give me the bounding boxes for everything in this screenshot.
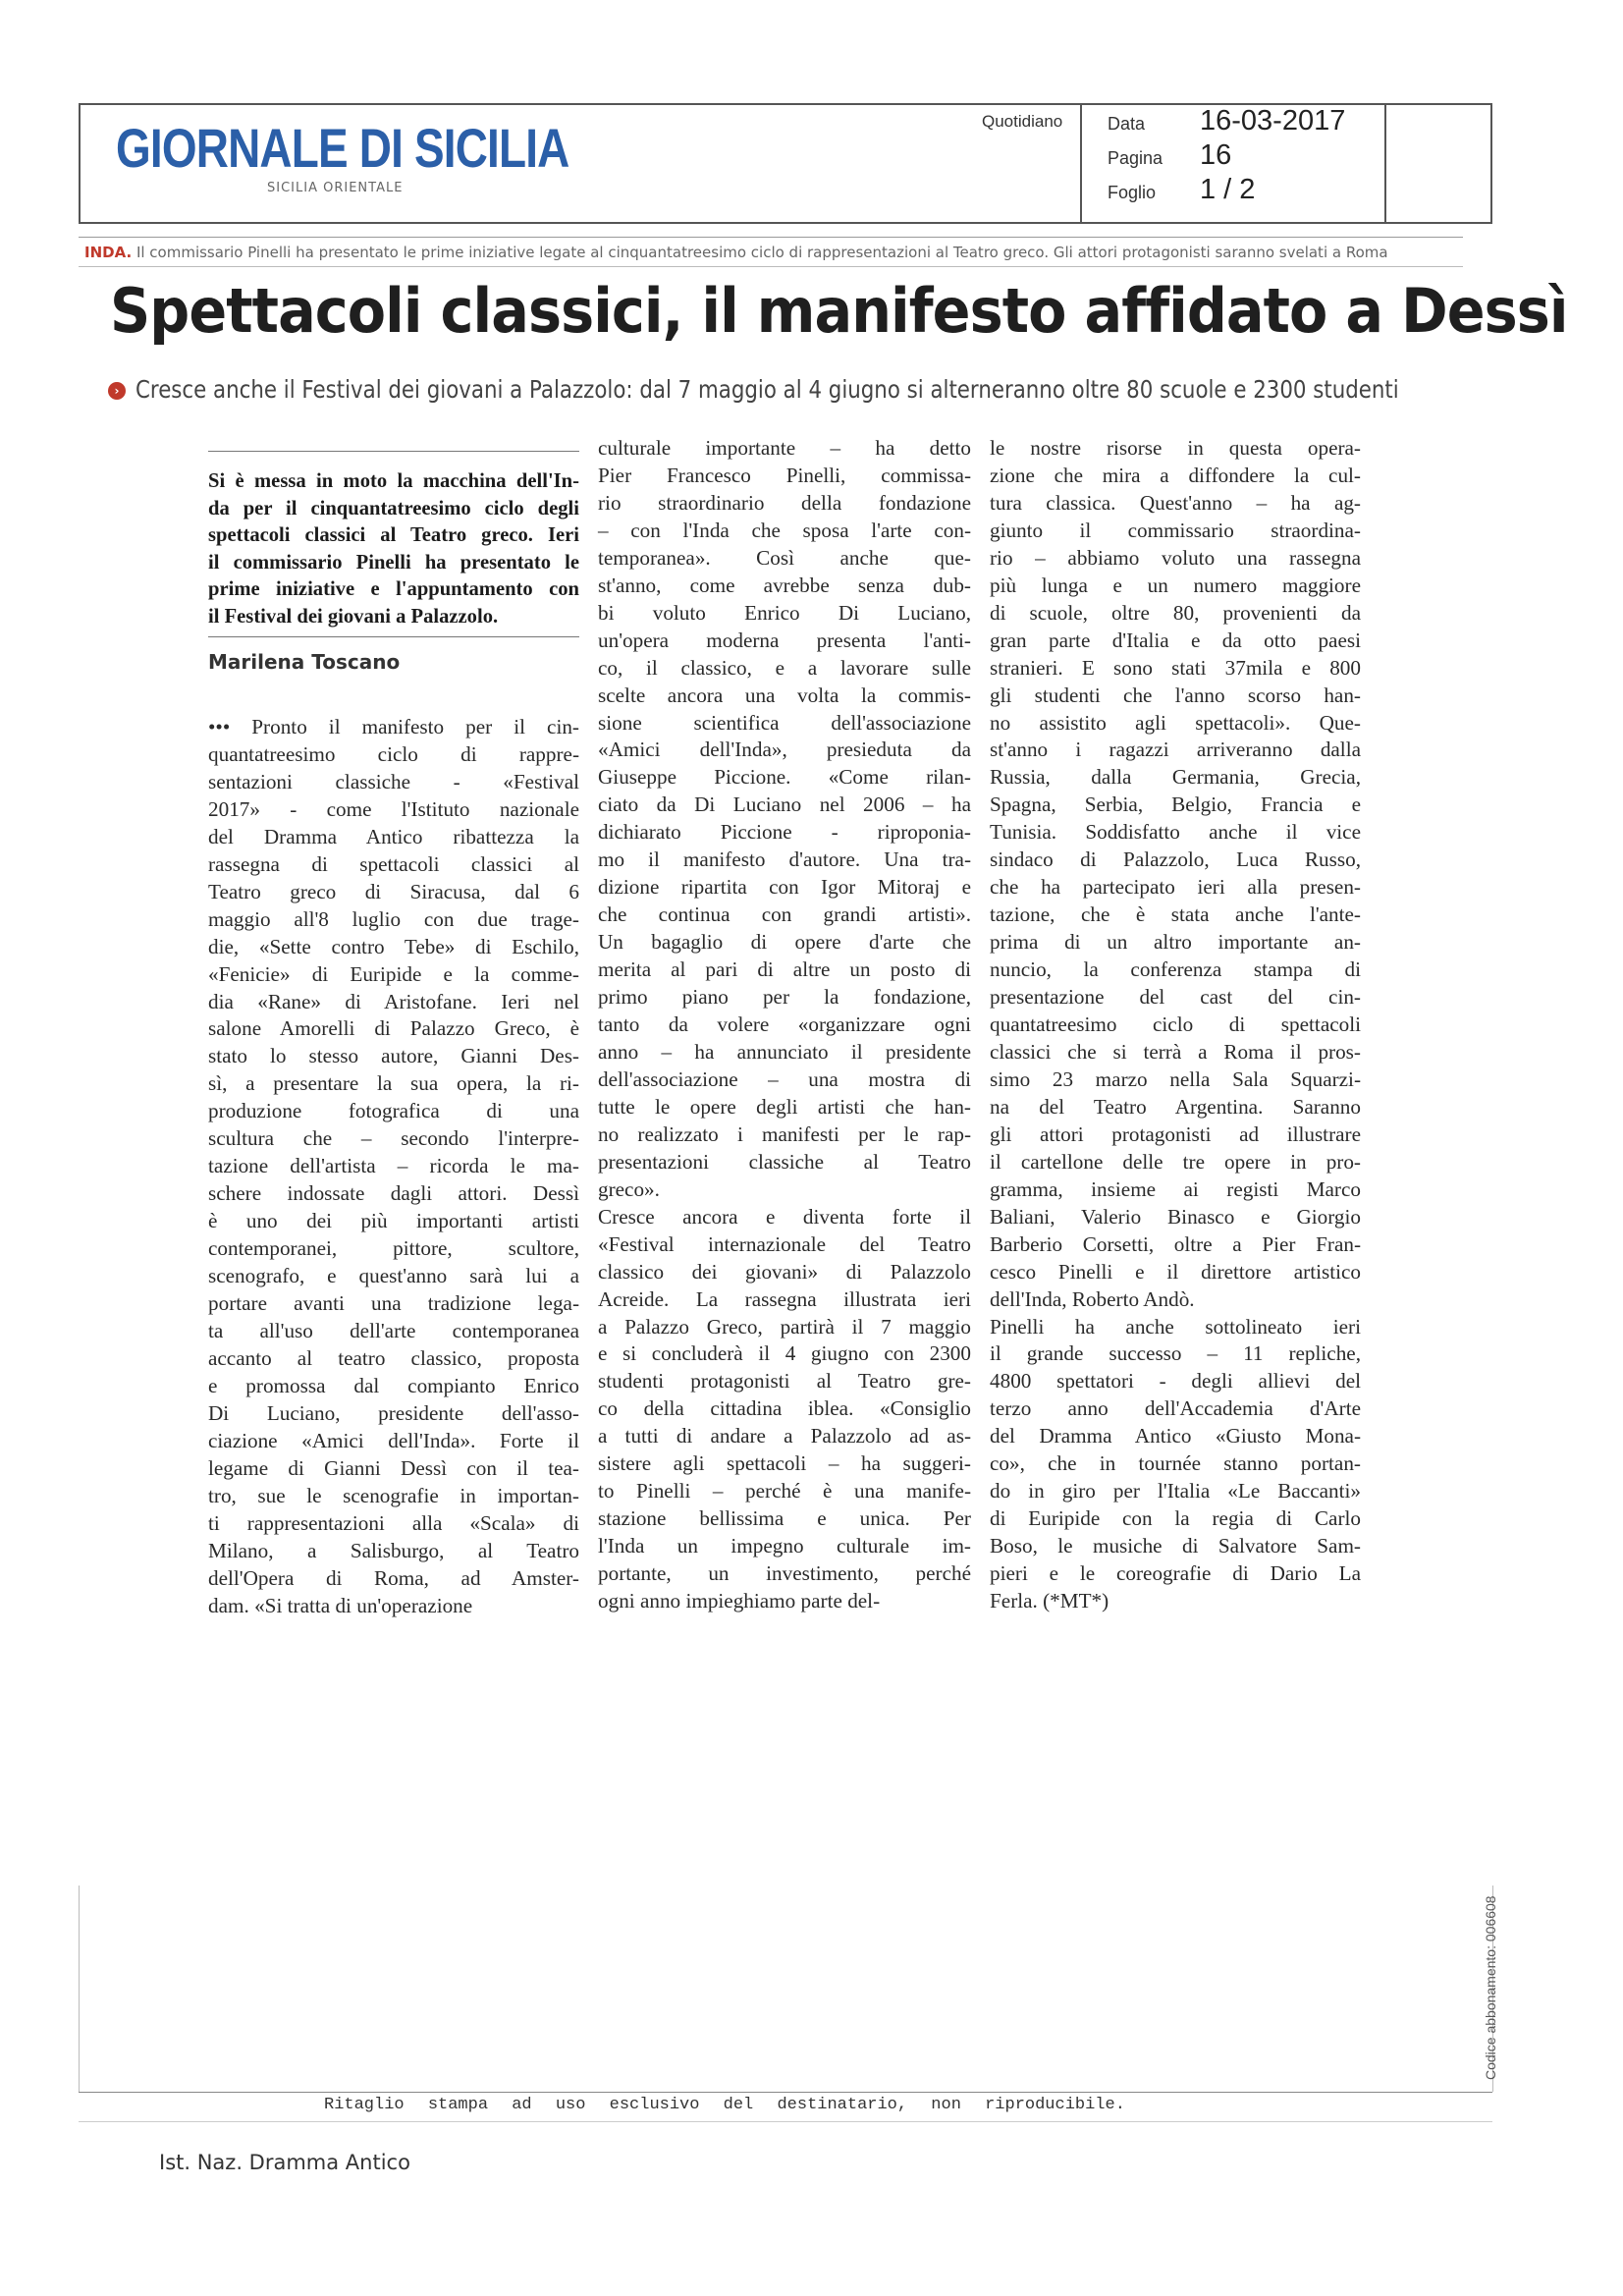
header-divider: [1384, 103, 1386, 224]
text-line: salone Amorelli di Palazzo Greco, è: [208, 1016, 579, 1041]
rule: [79, 237, 1463, 238]
text-line: prima di un altro importante an-: [990, 930, 1361, 955]
text-line: Un bagaglio di opere d'arte che: [598, 930, 971, 955]
text-line: il cartellone delle tre opere in pro-: [990, 1149, 1361, 1174]
text-line: merita al pari di altre un posto di: [598, 957, 971, 982]
text-line: «Fenicie» di Euripide e la comme-: [208, 961, 579, 986]
text-line: zione che mira a diffondere la cul-: [990, 463, 1361, 487]
text-line: quantatreesimo ciclo di rappre-: [208, 741, 579, 766]
text-line: Milano, a Salisburgo, al Teatro: [208, 1538, 579, 1562]
text-line: stato lo stesso autore, Gianni Des-: [208, 1044, 579, 1068]
text-line: – con l'Inda che sposa l'arte con-: [598, 518, 971, 542]
article-column-1: [208, 714, 579, 1619]
byline: Marilena Toscano: [208, 650, 401, 674]
text-line: gran parte d'Italia e da otto paesi: [990, 628, 1361, 652]
text-line: bi voluto Enrico Di Luciano,: [598, 600, 971, 625]
text-line: gli studenti che l'anno scorso han-: [990, 683, 1361, 707]
text-line: Teatro greco di Siracusa, dal 6: [208, 879, 579, 903]
headline: Spettacoli classici, il manifesto affidato a Dessì: [110, 275, 1568, 347]
text-line: tutte le opere degli artisti che han-: [598, 1094, 971, 1119]
lead-line: prime iniziative e l'appuntamento con: [208, 578, 579, 601]
sheet-label: Foglio: [1108, 183, 1157, 202]
text-line: sindaco di Palazzolo, Luca Russo,: [990, 847, 1361, 872]
kicker-label: INDA.: [84, 244, 133, 261]
text-line: portare avanti una tradizione lega-: [208, 1291, 579, 1316]
page-label: Pagina: [1108, 148, 1163, 168]
text-line: maggio all'8 luglio con due trage-: [208, 906, 579, 931]
text-line: portante, un investimento, perché: [598, 1561, 971, 1586]
article-column-2: [598, 435, 971, 1615]
rule: [79, 1886, 80, 2092]
rule: [79, 266, 1463, 267]
text-line: nuncio, la conferenza stampa di: [990, 957, 1361, 982]
text-line: scultura che – secondo l'interpre-: [208, 1126, 579, 1151]
text-line: ta all'uso dell'arte contemporanea: [208, 1318, 579, 1342]
text-line: die, «Sette contro Tebe» di Eschilo,: [208, 934, 579, 958]
text-line: cesco Pinelli e il direttore artistico: [990, 1259, 1361, 1284]
text-line: tro, sue le scenografie in importan-: [208, 1483, 579, 1507]
masthead-edition: SICILIA ORIENTALE: [267, 181, 404, 195]
text-line: Cresce ancora e diventa forte il: [598, 1204, 971, 1229]
text-line: dam. «Si tratta di un'operazione: [208, 1593, 473, 1617]
text-line: studenti protagonisti al Teatro gre-: [598, 1369, 971, 1394]
text-line: tazione, che è stata anche l'ante-: [990, 902, 1361, 927]
text-line: primo piano per la fondazione,: [598, 985, 971, 1010]
publication-type: Quotidiano: [982, 112, 1063, 131]
text-line: il grande successo – 11 repliche,: [990, 1341, 1361, 1366]
text-line: Acreide. La rassegna illustrata ieri: [598, 1286, 971, 1311]
bullet-arrow-icon: ›: [108, 382, 126, 400]
text-line: schere indossate dagli attori. Dessì: [208, 1181, 579, 1206]
text-line: gli attori protagonisti ad illustrare: [990, 1121, 1361, 1146]
text-line: co, il classico, e a lavorare sulle: [598, 655, 971, 680]
text-line: Barberio Corsetti, oltre a Pier Fran-: [990, 1231, 1361, 1256]
text-line: rassegna di spettacoli classici al: [208, 851, 579, 876]
text-line: Pier Francesco Pinelli, commissa-: [598, 463, 971, 487]
text-line: dell'Inda, Roberto Andò.: [990, 1286, 1195, 1311]
lead-paragraph: [208, 468, 579, 631]
text-line: giunto il commissario straordina-: [990, 518, 1361, 542]
text-line: rio – abbiamo voluto una rassegna: [990, 545, 1361, 570]
text-line: Ferla. (*MT*): [990, 1589, 1109, 1613]
text-line: na del Teatro Argentina. Saranno: [990, 1094, 1361, 1119]
text-line: sione scientifica dell'associazione: [598, 710, 971, 735]
text-line: tura classica. Quest'anno – ha ag-: [990, 490, 1361, 515]
subheadline: Cresce anche il Festival dei giovani a Palazzolo: dal 7 maggio al 4 giugno si alterneranno oltre 80 scuole e 2300 studenti: [135, 375, 1399, 404]
article-column-3: [990, 435, 1361, 1615]
text-line: terzo anno dell'Accademia d'Arte: [990, 1396, 1361, 1421]
text-line: co della cittadina iblea. «Consiglio: [598, 1396, 971, 1421]
text-line: un'opera moderna presenta l'anti-: [598, 628, 971, 652]
text-line: greco».: [598, 1176, 660, 1201]
text-line: no realizzato i manifesti per le rap-: [598, 1121, 971, 1146]
text-line: temporanea». Così anche que-: [598, 545, 971, 570]
text-line: le nostre risorse in questa opera-: [990, 436, 1361, 460]
subscription-code: Codice abbonamento: 006608: [1483, 1895, 1498, 2080]
text-line: Russia, dalla Germania, Grecia,: [990, 765, 1361, 790]
text-line: culturale importante – ha detto: [598, 436, 971, 460]
text-line: dizione ripartita con Igor Mitoraj e: [598, 875, 971, 900]
text-line: l'Inda un impegno culturale im-: [598, 1534, 971, 1558]
text-line: Spagna, Serbia, Belgio, Francia e: [990, 793, 1361, 817]
text-line: gramma, insieme ai registi Marco: [990, 1176, 1361, 1201]
text-line: do in giro per l'Italia «Le Baccanti»: [990, 1479, 1361, 1503]
text-line: ogni anno impieghiamo parte del-: [598, 1589, 881, 1613]
text-line: a tutti di andare a Palazzolo ad as-: [598, 1424, 971, 1449]
text-line: produzione fotografica di una: [208, 1099, 579, 1123]
text-line: dia «Rane» di Aristofane. Ieri nel: [208, 989, 579, 1013]
text-line: presentazione del cast del cin-: [990, 985, 1361, 1010]
text-line: pieri e le coreografie di Dario La: [990, 1561, 1361, 1586]
text-line: anno – ha annunciato il presidente: [598, 1039, 971, 1064]
lead-line: spettacoli classici al Teatro greco. Ieri: [208, 524, 579, 547]
text-line: scenografo, e quest'anno sarà lui a: [208, 1264, 579, 1288]
text-line: stranieri. E sono stati 37mila e 800: [990, 655, 1361, 680]
text-line: sentazioni classiche - «Festival: [208, 769, 579, 793]
text-line: tazione dell'artista – ricorda le ma-: [208, 1154, 579, 1178]
text-line: co», che in tournée stanno portan-: [990, 1451, 1361, 1476]
rule: [208, 636, 579, 637]
text-line: ti rappresentazioni alla «Scala» di: [208, 1510, 579, 1535]
footer-note: Ritaglio stampa ad uso esclusivo del destinatario, non riproducibile.: [324, 2096, 1125, 2114]
text-line: stazione bellissima e unica. Per: [598, 1506, 971, 1531]
text-line: Di Luciano, presidente dell'asso-: [208, 1400, 579, 1425]
text-line: del Dramma Antico «Giusto Mona-: [990, 1424, 1361, 1449]
text-line: presentazioni classiche al Teatro: [598, 1149, 971, 1174]
text-line: Tunisia. Soddisfatto anche il vice: [990, 820, 1361, 845]
text-line: classici che si terrà a Roma il pros-: [990, 1039, 1361, 1064]
text-line: di scuole, oltre 80, provenienti da: [990, 600, 1361, 625]
text-line: no assistito agli spettacoli». Que-: [990, 710, 1361, 735]
text-line: contemporanei, pittore, scultore,: [208, 1236, 579, 1261]
text-line: scelte ancora una volta la commis-: [598, 683, 971, 707]
text-line: sistere agli spettacoli – ha suggeri-: [598, 1451, 971, 1476]
header-divider: [1080, 103, 1082, 224]
text-line: Giuseppe Piccione. «Come rilan-: [598, 765, 971, 790]
text-line: a Palazzo Greco, partirà il 7 maggio: [598, 1314, 971, 1339]
text-line: Boso, le musiche di Salvatore Sam-: [990, 1534, 1361, 1558]
text-line: st'anno i ragazzi arriveranno dalla: [990, 738, 1361, 762]
archive-label: Ist. Naz. Dramma Antico: [159, 2151, 410, 2174]
lead-line: Si è messa in moto la macchina dell'In-: [208, 470, 579, 492]
text-line: quantatreesimo ciclo di spettacoli: [990, 1012, 1361, 1037]
text-line: sì, a presentare la sua opera, la ri-: [208, 1071, 579, 1096]
lead-line: da per il cinquantatreesimo ciclo degli: [208, 497, 579, 519]
text-line: ciato da Di Luciano nel 2006 – ha: [598, 793, 971, 817]
page-value: 16: [1200, 139, 1232, 171]
kicker-text: Il commissario Pinelli ha presentato le prime iniziative legate al cinquantatreesimo ciclo di rappresentazioni al Teatro greco. Gli attori protagonisti saranno svelati a Roma: [132, 244, 1388, 261]
text-line: accanto al teatro classico, proposta: [208, 1345, 579, 1370]
masthead-logo: GIORNALE DI SICILIA: [116, 117, 569, 179]
date-value: 16-03-2017: [1200, 105, 1346, 137]
sheet-value: 1 / 2: [1200, 174, 1256, 205]
text-line: è uno dei più importanti artisti: [208, 1209, 579, 1233]
kicker: [84, 244, 1469, 261]
text-line: e si concluderà il 4 giugno con 2300: [598, 1341, 971, 1366]
text-line: tanto da volere «organizzare ogni: [598, 1012, 971, 1037]
text-line: e promossa dal compianto Enrico: [208, 1373, 579, 1397]
text-line: di Euripide con la regia di Carlo: [990, 1506, 1361, 1531]
text-line: 4800 spettatori - degli allievi del: [990, 1369, 1361, 1394]
text-line: dichiarato Piccione - riproponia-: [598, 820, 971, 845]
text-line: che continua con grandi artisti».: [598, 902, 971, 927]
text-line: «Amici dell'Inda», presieduta da: [598, 738, 971, 762]
text-line: che ha partecipato ieri alla presen-: [990, 875, 1361, 900]
text-line: st'anno, come avrebbe senza dub-: [598, 573, 971, 597]
lead-line: il Festival dei giovani a Palazzolo.: [208, 605, 499, 628]
text-line: ciazione «Amici dell'Inda». Forte il: [208, 1428, 579, 1452]
rule: [79, 2121, 1492, 2122]
text-line: 2017» - come l'Istituto nazionale: [208, 796, 579, 821]
text-line: dell'associazione – una mostra di: [598, 1066, 971, 1091]
text-line: Baliani, Valerio Binasco e Giorgio: [990, 1204, 1361, 1229]
rule: [208, 451, 579, 452]
rule: [79, 2092, 1492, 2093]
text-line: dell'Opera di Roma, ad Amster-: [208, 1565, 579, 1590]
text-line: mo il manifesto d'autore. Una tra-: [598, 847, 971, 872]
text-line: legame di Gianni Dessì con il tea-: [208, 1455, 579, 1480]
text-line: Pinelli ha anche sottolineato ieri: [990, 1314, 1361, 1339]
text-line: «Festival internazionale del Teatro: [598, 1231, 971, 1256]
text-line: to Pinelli – perché è una manife-: [598, 1479, 971, 1503]
date-label: Data: [1108, 114, 1146, 134]
text-line: classico dei giovani» di Palazzolo: [598, 1259, 971, 1284]
lead-line: il commissario Pinelli ha presentato le: [208, 551, 579, 574]
text-line: del Dramma Antico ribattezza la: [208, 824, 579, 848]
text-line: simo 23 marzo nella Sala Squarzi-: [990, 1066, 1361, 1091]
text-line: ••• Pronto il manifesto per il cin-: [208, 715, 579, 738]
text-line: più lunga e un numero maggiore: [990, 573, 1361, 597]
text-line: rio straordinario della fondazione: [598, 490, 971, 515]
